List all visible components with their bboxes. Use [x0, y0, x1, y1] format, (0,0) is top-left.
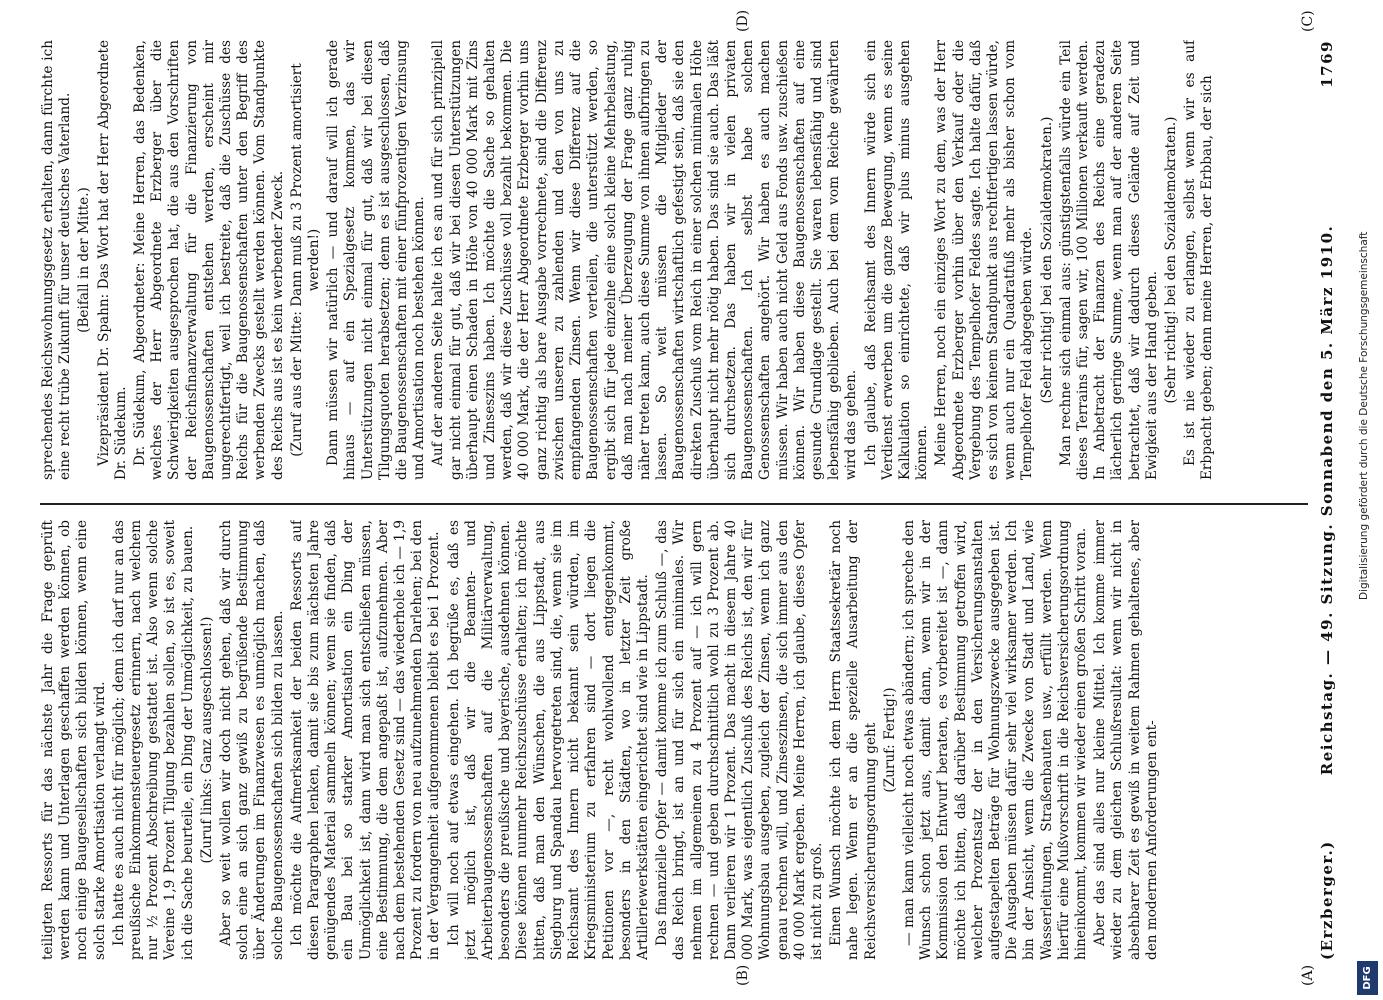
page-header	[1318, 40, 1342, 960]
interjection: (Zuruf aus der Mitte: Dann muß zu 3 Prozent amortisiert werden!)	[288, 63, 323, 457]
interjection: (Zuruf links: Ganz ausgeschlossen!)	[198, 616, 215, 864]
paragraph: Aber das sind alles nur kleine Mittel. Ich komme immer wieder zu dem gleichen Schlußresultat: wenn wir nicht in absehbarer Zeit es gewiß in weitem Rahmen gehaltenes, aber den modernen Anforderungen ent-	[1092, 520, 1160, 960]
column-divider	[40, 503, 1308, 505]
interjection: (Beifall in der Mitte.)	[76, 187, 93, 333]
interjection: (Zuruf: Fertig!)	[881, 687, 898, 793]
paragraph: Ich möchte die Aufmerksamkeit der beiden Ressorts auf diesen Paragraphen lenken, damit sie bis zum nächsten Jahre genügendes Material sammeln können; wenn sie finden, daß ein Bau bei so starker Amortisation ein Ding der Unmöglichkeit ist, dann wird man sich entschließen müssen, eine Bestimmung, die dem angepaßt ist, aufzunehmen. Aber nach dem bestehenden Gesetz sind — das wiederhole ich — 1,9 Prozent zu fordern von neu aufzunehmenden Darlehen; bei den in der Vergangenheit aufgenommenen bleibt es bei 1 Prozent.	[288, 520, 443, 960]
page-title: Reichstag. — 49. Sitzung. Sonnabend den 5. März 1910.	[1318, 224, 1336, 776]
page-number: 1769	[1318, 40, 1336, 88]
speaker-announcement: Vizepräsident Dr. Spahn: Das Wort hat der Herr Abgeordnete Dr. Südekum.	[95, 40, 129, 480]
margin-marker-b: (B)	[735, 964, 751, 986]
interjection: (Sehr richtig! bei den Sozialdemokraten.)	[1163, 116, 1179, 404]
paragraph: Meine Herren, noch ein einziges Wort zu dem, was der Herr Abgeordnete Erzberger vorhin über den Verkauf oder die Vergebung des Tempelhofer Feldes sagte. Ich halte dafür, daß es sich von keinem Standpunkt aus rechtfertigen lassen würde, wenn auch nur ein Quadratfuß mehr als bisher schon vom Tempelhofer Feld abgegeben würde.	[933, 40, 1036, 480]
interjection: (Sehr richtig! bei den Sozialdemokraten.)	[1038, 116, 1055, 404]
paragraph: Das finanzielle Opfer — damit komme ich zum Schluß —, das das Reich bringt, ist an und für sich ein minimales. Wir nehmen im allgemeinen zu 4 Prozent auf — ich will gern rechnen — und geben durchschnittlich wohl zu 3 Prozent ab. Dann verlieren wir 1 Prozent. Das macht in diesem Jahre 40 000 Mark, was eigentlich Zuschuß des Reichs ist, den wir für Wohnungsbau ausgeben, zugleich der Zinsen, wenn ich ganz genau rechnen will, und Zinseszinsen, die sich immer aus den 40 000 Mark ergeben. Meine Herren, ich glaube, dieses Opfer ist nicht zu groß.	[654, 520, 825, 960]
paragraph: Ich hatte es auch nicht für möglich; denn ich darf nur an das preußische Einkommensteuergesetz erinnern, nach welchem nur ½ Prozent Abschreibung gestattet ist. Also wenn solche Vereine 1,9 Prozent Tilgung bezahlen sollen, so ist es, soweit ich die Sache beurteile, ein Ding der Unmöglichkeit, zu bauen.	[110, 520, 196, 960]
dfg-logo: DFG	[1357, 961, 1378, 995]
paragraph: Dr. Südekum, Abgeordneter: Meine Herren, das Bedenken, welches der Herr Abgeordnete Erzberger über die Schwierigkeiten ausgesprochen hat, die aus den Vorschriften der Reichsfinanzverwaltung für die Finanzierung von Baugenossenschaften entstehen werden, erscheint mir ungerechtfertigt, weil ich bestreite, daß die Zuschüsse des Reichs für die Baugenossenschaften unter den Begriff des werbenden Zwecks gestellt werden können. Vom Standpunkte des Reichs aus ist es kein werbender Zweck.	[132, 40, 286, 480]
margin-marker-c: (C)	[1300, 10, 1316, 32]
paragraph: Einen Wunsch möchte ich dem Herrn Staatssekretär noch nahe legen. Wenn er an die spezielle Ausarbeitung der Reichsversicherungsordnung geht	[828, 520, 879, 960]
paragraph: sprechendes Reichswohnungsgesetz erhalten, dann fürchte ich eine recht trübe Zukunft für unser deutsches Vaterland.	[40, 40, 74, 480]
paragraph: Auf der anderen Seite halte ich es an und für sich prinzipiell gar nicht einmal für gut, daß wir bei diesen Unterstützungen überhaupt einen Schaden in Höhe von 40 000 Mark mit Zins und Zinseszins haben. Ich möchte die Sache so gehalten werden, daß wir diese Zuschüsse voll bezahlt bekommen. Die 40 000 Mark, die der Herr Abgeordnete Erzberger vorhin uns ganz richtig als bare Ausgabe vorrechnete, sind die Differenz zwischen unseren zu zahlenden und den von uns zu empfangenden Zinsen. Wenn wir diese Differenz auf die Baugenossenschaften verteilen, die unterstützt werden, so ergibt sich für jede einzelne eine solch kleine Mehrbelastung, daß man nach meiner Überzeugung der Frage ganz ruhig näher treten kann, auch diese Summe von ihnen aufbringen zu lassen. So weit müssen die Mitglieder der Baugenossenschaften wirtschaftlich gefestigt sein, daß sie den direkten Zuschuß vom Reich in einer solchen minimalen Höhe überhaupt nicht mehr nötig haben. Das sind sie auch. Das läßt sich durchsetzen. Das haben wir in vielen privaten Baugenossenschaften. Ich selbst habe solchen Genossenschaften angehört. Wir haben es auch machen müssen. Wir haben auch nicht Geld aus Fonds usw. zuschießen können. Wir haben diese Baugenossenschaften auf eine gesunde Grundlage gestellt. Sie waren lebensfähig und sind lebensfähig geblieben. Auch bei dem vom Reiche gewährten wird das gehen.	[430, 40, 860, 480]
left-column	[40, 520, 1308, 960]
speaker-label: (Erzberger.)	[1318, 840, 1336, 960]
paragraph: Aber so weit wollen wir doch nicht gehen, daß wir durch solch eine an sich ganz gewiß zu begrüßende Bestimmung über Änderungen im Finanzwesen es unmöglich machen, daß solche Baugenossenschaften sich bilden zu lassen.	[218, 520, 286, 960]
margin-marker-a: (A)	[1300, 964, 1316, 986]
paragraph: teiligten Ressorts für das nächste Jahr die Frage geprüft werden kann und Unterlagen geschaffen werden können, ob noch einige Baugesellschaften sich bilden können, wenn eine solch starke Amortisation verlangt wird.	[40, 520, 108, 960]
paragraph: — man kann vielleicht noch etwas abändern; ich spreche den Wunsch schon jetzt aus, damit dann, wenn wir in der Kommission den Entwurf beraten, es vorbereitet ist —, dann möchte ich bitten, daß darüber Bestimmung getroffen wird, welcher Prozentsatz der in den Versicherungsanstalten aufgestapelten Beträge für Wohnungszwecke ausgegeben ist. Die Ausgaben müssen dafür sehr viel wirksamer werden. Ich bin der Ansicht, wenn die Zwecke von Stadt und Land, wie Wasserleitungen, Straßenbauten usw., erfüllt werden. Wenn hierfür eine Mußvorschrift in die Reichsversicherungsordnung hineinkommt, kommen wir wieder einen großen Schritt voran.	[900, 520, 1089, 960]
digitization-credit: Digitalisierung gefördert durch die Deutsche Forschungsgemeinschaft	[1358, 231, 1370, 600]
paragraph: Man rechne sich einmal aus: günstigstenfalls würde ein Teil dieses Terrains für, sagen wir, 100 Millionen verkauft werden. In Anbetracht der Finanzen des Reichs eine geradezu lächerlich geringe Summe, wenn man auf der anderen Seite betrachtet, daß wir dadurch dieses Gelände auf Zeit und Ewigkeit aus der Hand geben.	[1057, 40, 1160, 480]
paragraph: Es ist nie wieder zu erlangen, selbst wenn wir es auf Erbpacht geben; denn meine Herren, der Erbbau, der sich	[1182, 40, 1216, 480]
paragraph: Dann müssen wir natürlich — und darauf will ich gerade hinaus — auf ein Spezialgesetz kommen, das wir Unterstützungen nicht einmal für gut, daß wir bei diesen Tilgungsquoten herabsetzen; denn es ist ausgeschlossen, daß die Baugenossenschaften mit einer fünfprozentigen Verzinsung und Amortisation noch bestehen können.	[325, 40, 428, 480]
margin-marker-d: (D)	[735, 9, 751, 32]
paragraph: Ich glaube, daß Reichsamt des Innern würde sich ein Verdienst erwerben um die ganze Bewegung, wenn es seine Kalkulation so einrichtete, daß wir plus minus ausgehen können.	[862, 40, 931, 480]
paragraph: Ich will noch auf etwas eingehen. Ich begrüße es, daß es jetzt möglich ist, daß wir die Beamten- und Arbeiterbaugenossenschaften auf die Militärverwaltung, besonders die preußische und bayerische, ausdehnen können. Diese können nunmehr Reichszuschüsse erhalten; ich möchte bitten, daß man den Wünschen, die aus Lippstadt, aus Siegburg und Spandau hervorgetreten sind, die, wenn sie im Reichsamt des Innern nicht bekannt sein würden, im Kriegsministerium zu erfahren sind — dort liegen die Petitionen vor —, recht wohlwollend entgegenkommt, besonders in den Städten, wo in letzter Zeit große Artilleriewerkstätten eingerichtet sind wie in Lippstadt.	[445, 520, 651, 960]
right-column	[40, 40, 1308, 480]
